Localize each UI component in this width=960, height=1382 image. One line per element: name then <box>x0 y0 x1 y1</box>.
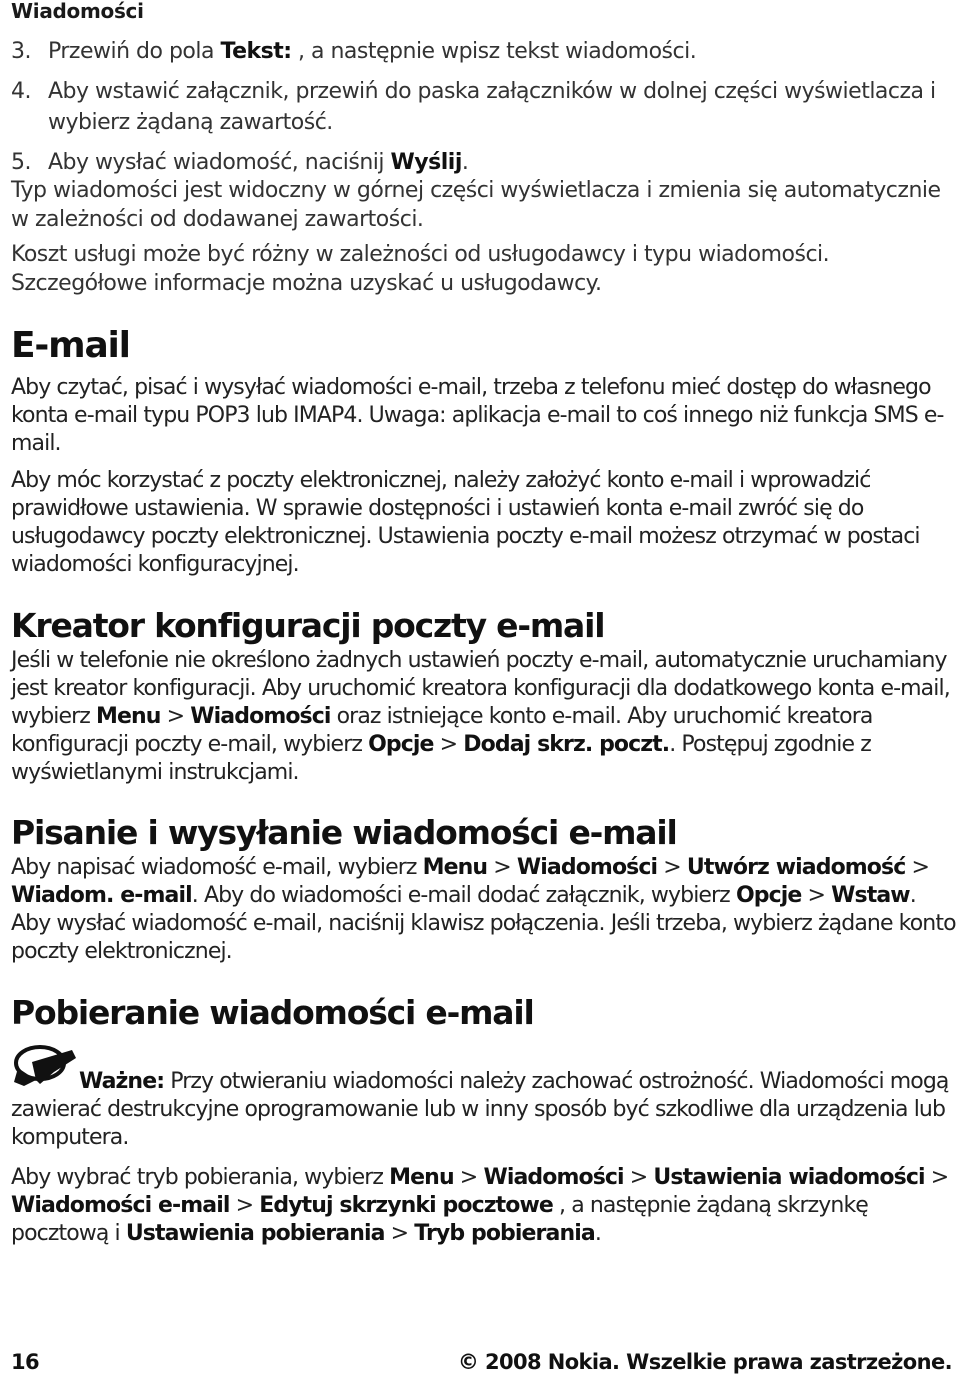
pisanie-paragraph: Aby napisać wiadomość e-mail, wybierz Menu > Wiadomości > Utwórz wiadomość > Wiadom. e-mail. Aby do wiadomości e-mail dodać załącznik, wybierz Opcje > Wstaw. Aby wysłać wiadomość e-mail, naciśnij klawisz połączenia. Jeśli trzeba, wybierz żądane konto poczty elektronicznej. <box>11 855 956 964</box>
intro-paragraph: Koszt usługi może być różny w zależności od usługodawcy i typu wiadomości. Szczegółowe informacje można uzyskać u usługodawcy. <box>11 242 830 296</box>
step-number: 3. <box>11 39 31 64</box>
step-text: Aby wysłać wiadomość, naciśnij Wyślij. <box>48 150 469 175</box>
page-number: 16 <box>11 1350 40 1374</box>
section-title-pisanie: Pisanie i wysyłanie wiadomości e-mail <box>11 813 677 852</box>
steps-list <box>11 36 951 178</box>
list-item <box>11 147 951 178</box>
list-item <box>11 36 951 67</box>
pobieranie-paragraph: Aby wybrać tryb pobierania, wybierz Menu > Wiadomości > Ustawienia wiadomości > Wiadomości e-mail > Edytuj skrzynki pocztowe , a następnie żądaną skrzynkę pocztową i Ustawienia pobierania > Tryb pobierania. <box>11 1165 949 1246</box>
list-item <box>11 76 951 138</box>
kreator-paragraph: Jeśli w telefonie nie określono żadnych ustawień poczty e-mail, automatycznie uruchamiany jest kreator konfiguracji. Aby uruchomić kreatora konfiguracji dla dodatkowego konta e-mail, wybierz Menu > Wiadomości oraz istniejące konto e-mail. Aby uruchomić kreatora konfiguracji poczty e-mail, wybierz Opcje > Dodaj skrz. poczt.. Postępuj zgodnie z wyświetlanymi instrukcjami. <box>11 648 950 785</box>
section-title-kreator: Kreator konfiguracji poczty e-mail <box>11 606 605 645</box>
copyright-notice: © 2008 Nokia. Wszelkie prawa zastrzeżone. <box>457 1350 952 1374</box>
step-text: Aby wstawić załącznik, przewiń do paska załączników w dolnej części wyświetlacza i wybierz żądaną zawartość. <box>48 79 936 135</box>
step-number: 4. <box>11 79 31 104</box>
note-label: Ważne: <box>79 1069 165 1094</box>
section-header: Wiadomości <box>11 0 144 23</box>
intro-paragraph: Typ wiadomości jest widoczny w górnej części wyświetlacza i zmienia się automatycznie w zależności od dodawanej zawartości. <box>11 178 941 232</box>
note-paragraph: Ważne: Przy otwieraniu wiadomości należy zachować ostrożność. Wiadomości mogą zawierać destrukcyjne oprogramowanie lub w inny sposób być szkodliwe dla urządzenia lub komputera. <box>11 1069 949 1150</box>
email-paragraph: Aby czytać, pisać i wysyłać wiadomości e-mail, trzeba z telefonu mieć dostęp do własnego konta e-mail typu POP3 lub IMAP4. Uwaga: aplikacja e-mail to coś innego niż funkcja SMS e-mail. <box>11 375 944 456</box>
email-paragraph: Aby móc korzystać z poczty elektronicznej, należy założyć konto e-mail i wprowadzić prawidłowe ustawienia. W sprawie dostępności i ustawień konta e-mail zwróć się do usługodawcy poczty elektronicznej. Ustawienia poczty e-mail możesz otrzymać w postaci wiadomości konfiguracyjnej. <box>11 468 920 577</box>
step-text: Przewiń do pola Tekst: , a następnie wpisz tekst wiadomości. <box>48 39 697 64</box>
section-title-email: E-mail <box>11 325 130 366</box>
step-number: 5. <box>11 150 31 175</box>
section-title-pobieranie: Pobieranie wiadomości e-mail <box>11 993 534 1032</box>
